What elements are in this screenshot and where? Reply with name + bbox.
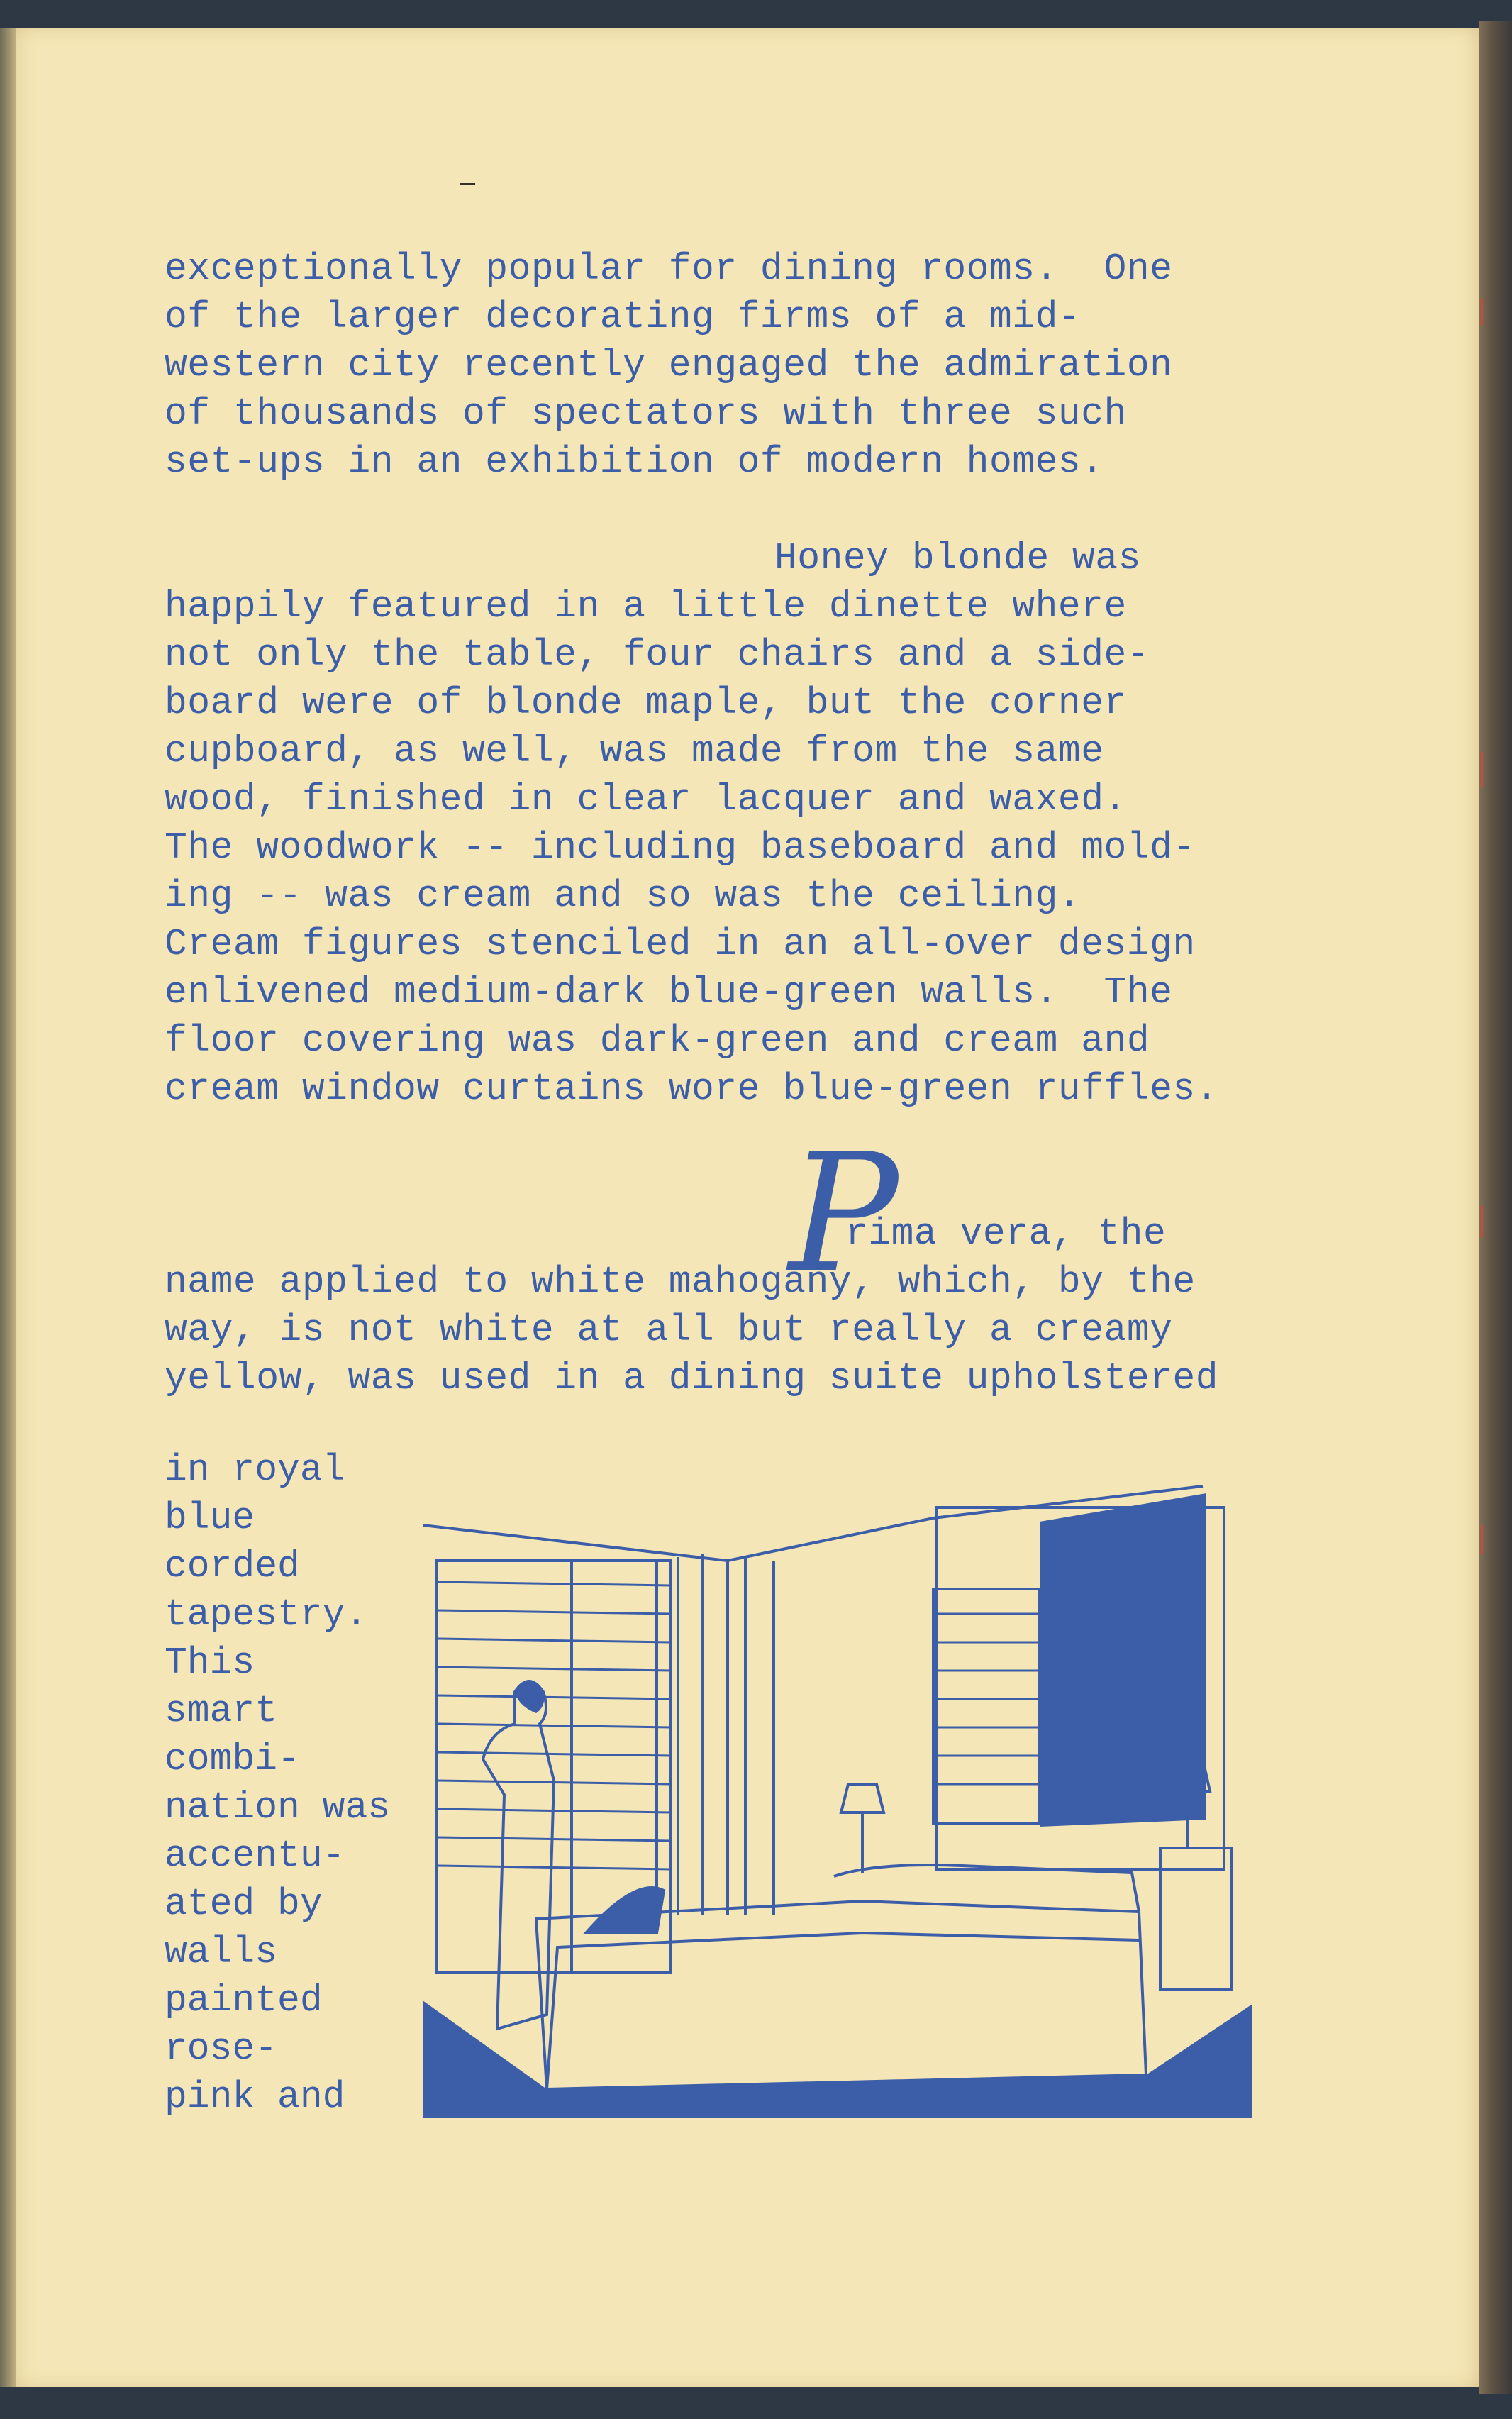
text-line: ing -- was cream and so was the ceiling. <box>165 875 1082 917</box>
text-line: This <box>165 1642 255 1684</box>
narrow-text-column <box>165 1446 390 2121</box>
page-mark <box>460 183 475 185</box>
text-line: not only the table, four chairs and a side- <box>165 633 1150 676</box>
text-line: cream window curtains wore blue-green ruffles. <box>165 1068 1219 1110</box>
text-line: nation was <box>165 1786 391 1829</box>
margin-mark <box>1481 1206 1483 1238</box>
text-line: board were of blonde maple, but the corner <box>165 682 1127 724</box>
drop-cap: P <box>789 1119 899 1309</box>
text-line: corded <box>165 1545 300 1588</box>
text-line: name applied to white mahogany, which, by the <box>165 1261 1196 1303</box>
text-line: exceptionally popular for dining rooms. One <box>165 248 1173 290</box>
text-line: tapestry. <box>165 1593 368 1636</box>
margin-mark <box>1481 1525 1483 1554</box>
text-line: rose- <box>165 2027 278 2070</box>
text-line: way, is not white at all but really a creamy <box>165 1309 1173 1351</box>
text-line: blue <box>165 1497 255 1539</box>
body-text <box>165 245 1271 1402</box>
text-line: floor covering was dark-green and cream and <box>165 1019 1150 1062</box>
text-line: in royal <box>165 1449 345 1491</box>
text-line: painted <box>165 1979 323 2022</box>
text-line: enlivened medium-dark blue-green walls. The <box>165 971 1173 1014</box>
text-line: happily featured in a little dinette where <box>165 585 1127 628</box>
text-line: of thousands of spectators with three such <box>165 392 1127 435</box>
page-left-edge <box>0 28 16 2387</box>
text-line: smart <box>165 1690 278 1732</box>
text-line: ated by <box>165 1883 323 1925</box>
text-line: wood, finished in clear lacquer and waxed. <box>165 778 1127 821</box>
text-line: western city recently engaged the admiration <box>165 344 1173 387</box>
text-line: Cream figures stenciled in an all-over design <box>165 923 1196 965</box>
margin-mark <box>1481 752 1483 787</box>
text-line: of the larger decorating firms of a mid- <box>165 296 1082 338</box>
text-line: rima vera, the <box>845 1212 1167 1255</box>
text-line: set-ups in an exhibition of modern homes. <box>165 441 1104 483</box>
book-spine-edge <box>1479 21 1512 2394</box>
text-line: Honey blonde was <box>774 537 1141 580</box>
text-line: yellow, was used in a dining suite upholstered <box>165 1357 1219 1400</box>
text-line: pink and <box>165 2076 345 2118</box>
text-line: cupboard, as well, was made from the same <box>165 730 1104 773</box>
text-line: The woodwork -- including baseboard and mold- <box>165 826 1196 869</box>
margin-mark <box>1481 298 1483 326</box>
text-line: accentu- <box>165 1834 345 1877</box>
bedroom-illustration <box>423 1479 1252 2118</box>
text-line: walls <box>165 1931 278 1974</box>
text-line: combi- <box>165 1738 300 1781</box>
